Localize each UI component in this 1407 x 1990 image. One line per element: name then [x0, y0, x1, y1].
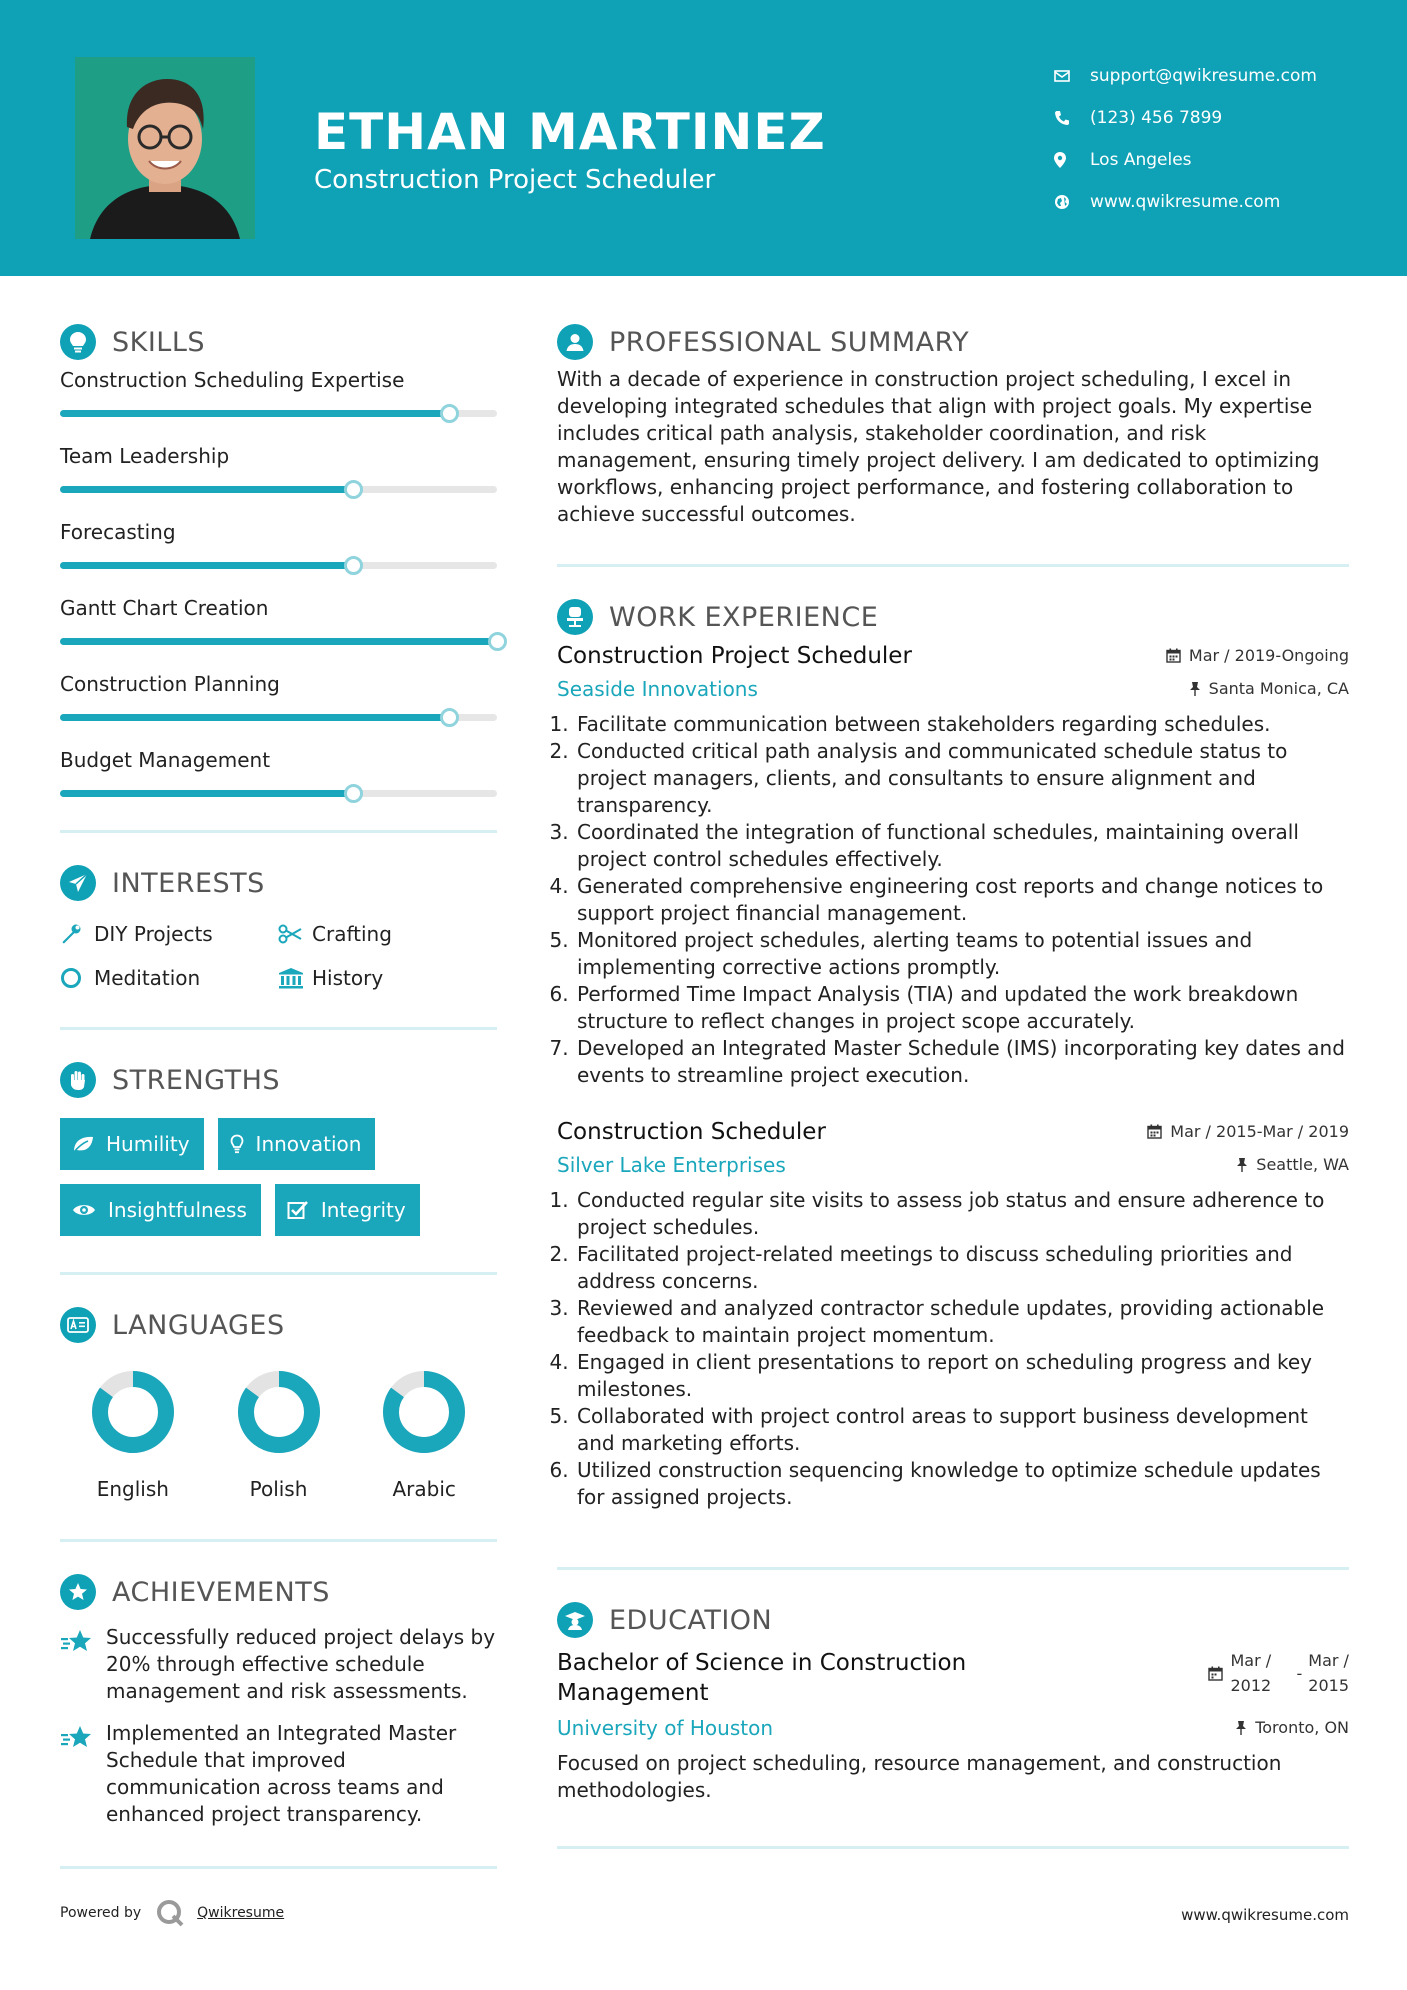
job-location-text: Santa Monica, CA — [1208, 679, 1349, 698]
skill-name: Team Leadership — [60, 444, 230, 468]
language-item — [351, 1369, 497, 1501]
list-item: 3. Reviewed and analyzed contractor schedule updates, providing actionable feedback to maintain project momentum. — [575, 1295, 1349, 1349]
skills-list — [60, 362, 497, 818]
bank-icon — [278, 967, 312, 989]
candidate-name: ETHAN MARTINEZ — [314, 103, 826, 161]
list-item: 4. Engaged in client presentations to report on scheduling progress and key milestones. — [575, 1349, 1349, 1403]
interests-title: INTERESTS — [112, 867, 265, 899]
skill-bar-knob — [344, 480, 363, 499]
achievement-text: Implemented an Integrated Master Schedule that improved communication across teams and enhanced project transparency. — [106, 1721, 457, 1826]
list-item: 5. Monitored project schedules, alerting teams to potential issues and implementing corrective actions promptly. — [575, 927, 1349, 981]
skill-bar-knob — [344, 556, 363, 575]
school-name: University of Houston — [557, 1716, 774, 1740]
education-entry — [557, 1648, 1349, 1708]
map-pin-icon — [1054, 152, 1090, 168]
job-dates-text: Mar / 2015-Mar / 2019 — [1170, 1122, 1349, 1141]
contact-list — [1054, 55, 1317, 223]
language-donut — [236, 1369, 322, 1455]
list-item: 6. Utilized construction sequencing knowledge to optimize schedule updates for assigned projects. — [575, 1457, 1349, 1511]
section-divider — [557, 1567, 1349, 1570]
language-donut — [90, 1369, 176, 1455]
interest-label: History — [312, 966, 384, 990]
list-item: 7. Developed an Integrated Master Schedule (IMS) incorporating key dates and events to streamline project execution. — [575, 1035, 1349, 1089]
end-month: Mar / — [1308, 1651, 1349, 1670]
strength-label: Humility — [106, 1132, 190, 1156]
list-item: 2. Facilitated project-related meetings to discuss scheduling priorities and address concerns. — [575, 1241, 1349, 1295]
education-dates — [1208, 1648, 1350, 1698]
job-dates-text: Mar / 2019-Ongoing — [1188, 646, 1349, 665]
list-item: 5. Collaborated with project control areas to support business development and marketing efforts. — [575, 1403, 1349, 1457]
skill-bar — [60, 410, 497, 417]
school-location — [1235, 1718, 1349, 1737]
start-date — [1231, 1648, 1297, 1698]
experience-heading — [557, 595, 1349, 639]
check-square-icon — [287, 1200, 309, 1220]
skill-bar-fill — [60, 410, 449, 417]
skill-name: Forecasting — [60, 520, 176, 544]
skill-bar — [60, 714, 497, 721]
strengths-title: STRENGTHS — [112, 1064, 281, 1096]
job-entry — [557, 643, 1349, 1089]
company-name: Silver Lake Enterprises — [557, 1153, 786, 1177]
qwikresume-link[interactable]: Qwikresume — [197, 1905, 285, 1921]
skill-bar-knob — [488, 632, 507, 651]
skill-name: Construction Scheduling Expertise — [60, 368, 405, 392]
globe-icon — [1054, 194, 1090, 210]
skill-bar-fill — [60, 486, 353, 493]
responsibilities-list — [575, 711, 1349, 1089]
star-badge-icon — [60, 1574, 96, 1610]
list-item: 4. Generated comprehensive engineering cost reports and change notices to support project financial management. — [575, 873, 1349, 927]
hand-icon — [60, 1062, 96, 1098]
contact-email[interactable] — [1054, 55, 1317, 97]
strength-label: Integrity — [320, 1198, 406, 1222]
interest-item — [60, 963, 278, 993]
language-name: English — [96, 1477, 169, 1501]
pushpin-icon — [1189, 681, 1201, 696]
star-icon — [60, 1720, 106, 1828]
job-location — [1236, 1155, 1349, 1174]
job-dates — [1166, 646, 1349, 665]
strengths-heading — [60, 1058, 497, 1102]
strength-tag — [60, 1118, 204, 1170]
strength-tag — [275, 1184, 420, 1236]
star-icon — [60, 1624, 106, 1705]
strength-label: Insightfulness — [108, 1198, 247, 1222]
skill-bar — [60, 638, 497, 645]
list-item: 1. Facilitate communication between stakeholders regarding schedules. — [575, 711, 1349, 738]
language-item — [206, 1369, 352, 1501]
interest-item — [278, 919, 497, 949]
skill-name: Gantt Chart Creation — [60, 596, 269, 620]
job-title: Construction Scheduler — [557, 1119, 826, 1145]
skill-item — [60, 666, 497, 742]
job-entry — [557, 1119, 1349, 1511]
company-name: Seaside Innovations — [557, 677, 758, 701]
language-name: Polish — [249, 1477, 308, 1501]
profile-photo — [75, 57, 255, 239]
achievements-heading — [60, 1570, 497, 1614]
contact-location — [1054, 139, 1317, 181]
contact-phone[interactable] — [1054, 97, 1317, 139]
skill-bar-fill — [60, 562, 353, 569]
qwikresume-logo-icon — [155, 1898, 185, 1928]
contact-location-text: Los Angeles — [1090, 150, 1192, 170]
strength-tag — [218, 1118, 376, 1170]
language-donut — [381, 1369, 467, 1455]
summary-text: With a decade of experience in construction project scheduling, I excel in developing integrated schedules that align with project goals. My expertise includes critical path analysis, stakeholder coordination, and risk management, ensuring timely project delivery. I am dedicated to optimizing workflows, enhancing project performance, and fostering collaboration to achieve successful outcomes. — [557, 367, 1320, 526]
end-year: 2015 — [1308, 1676, 1349, 1695]
list-item: 1. Conducted regular site visits to assess job status and ensure adherence to project schedules. — [575, 1187, 1349, 1241]
start-month: Mar / — [1230, 1651, 1272, 1670]
language-icon — [60, 1307, 96, 1343]
calendar-icon — [1166, 648, 1181, 663]
interest-label: DIY Projects — [94, 922, 213, 946]
job-location-text: Seattle, WA — [1256, 1155, 1349, 1174]
summary-title: PROFESSIONAL SUMMARY — [609, 326, 970, 358]
achievement-item — [60, 1720, 497, 1828]
contact-phone-text: (123) 456 7899 — [1090, 108, 1223, 128]
section-divider — [557, 564, 1349, 567]
skill-item — [60, 362, 497, 438]
left-column — [60, 320, 497, 1869]
skills-title: SKILLS — [112, 326, 206, 358]
skill-bar-knob — [344, 784, 363, 803]
start-year: 2012 — [1230, 1676, 1272, 1695]
user-icon — [557, 324, 593, 360]
strength-label: Innovation — [255, 1132, 362, 1156]
list-item: 6. Performed Time Impact Analysis (TIA) and updated the work breakdown structure to reflect changes in project scope accurately. — [575, 981, 1349, 1035]
chair-icon — [557, 599, 593, 635]
pushpin-icon — [1236, 1157, 1248, 1172]
calendar-icon — [1208, 1666, 1223, 1681]
skill-name: Construction Planning — [60, 672, 280, 696]
skill-bar — [60, 790, 497, 797]
language-item — [60, 1369, 206, 1501]
skill-bar-fill — [60, 714, 449, 721]
language-name: Arabic — [392, 1477, 456, 1501]
end-date — [1308, 1648, 1349, 1698]
interests-heading — [60, 861, 497, 905]
strength-tag — [60, 1184, 261, 1236]
interest-label: Crafting — [312, 922, 392, 946]
skill-item — [60, 438, 497, 514]
languages-heading — [60, 1303, 497, 1347]
section-divider — [60, 830, 497, 833]
achievement-text: Successfully reduced project delays by 20% through effective schedule management and risk assessments. — [106, 1625, 496, 1703]
lightbulb-icon — [230, 1134, 244, 1154]
contact-website-text: www.qwikresume.com — [1090, 192, 1281, 212]
responsibilities-list — [575, 1187, 1349, 1511]
skill-name: Budget Management — [60, 748, 271, 772]
skill-bar — [60, 562, 497, 569]
date-separator: - — [1296, 1663, 1303, 1683]
job-dates — [1147, 1122, 1349, 1141]
footer-website[interactable]: www.qwikresume.com — [1181, 1906, 1349, 1924]
skill-bar-knob — [440, 404, 459, 423]
job-title: Construction Project Scheduler — [557, 643, 912, 669]
header-banner — [0, 0, 1407, 276]
envelope-icon — [1054, 69, 1090, 83]
interest-label: Meditation — [94, 966, 201, 990]
achievement-item — [60, 1624, 497, 1705]
section-divider — [557, 1846, 1349, 1849]
pushpin-icon — [1235, 1720, 1247, 1735]
leaf-icon — [72, 1135, 94, 1153]
skill-item — [60, 590, 497, 666]
strengths-list — [60, 1118, 497, 1236]
calendar-icon — [1147, 1124, 1162, 1139]
skill-bar-fill — [60, 638, 497, 645]
skill-bar-knob — [440, 708, 459, 727]
section-divider — [60, 1272, 497, 1275]
candidate-title: Construction Project Scheduler — [314, 165, 716, 195]
skills-heading — [60, 320, 497, 364]
job-location — [1189, 679, 1349, 698]
interest-item — [60, 919, 278, 949]
list-item: 3. Coordinated the integration of functional schedules, maintaining overall project control schedules effectively. — [575, 819, 1349, 873]
phone-icon — [1054, 110, 1090, 126]
languages-title: LANGUAGES — [112, 1309, 285, 1341]
interest-item — [278, 963, 497, 993]
degree-line-2: Management — [557, 1680, 709, 1706]
education-description: Focused on project scheduling, resource management, and construction methodologies. — [557, 1751, 1282, 1802]
avatar-illustration — [75, 57, 255, 239]
powered-by-text: Powered by — [60, 1905, 142, 1921]
languages-list — [60, 1369, 497, 1501]
school-location-text: Toronto, ON — [1255, 1718, 1349, 1737]
section-divider — [60, 1027, 497, 1030]
degree-title — [557, 1648, 966, 1708]
wrench-icon — [60, 923, 94, 945]
education-heading — [557, 1598, 1349, 1642]
graduation-cap-icon — [557, 1602, 593, 1638]
contact-email-text: support@qwikresume.com — [1090, 66, 1317, 86]
skill-item — [60, 742, 497, 818]
summary-heading — [557, 320, 1349, 364]
lightbulb-icon — [60, 324, 96, 360]
achievements-title: ACHIEVEMENTS — [112, 1576, 330, 1608]
circle-icon — [60, 967, 94, 989]
contact-website[interactable] — [1054, 181, 1317, 223]
skill-bar-fill — [60, 790, 353, 797]
education-title: EDUCATION — [609, 1604, 773, 1636]
right-column — [557, 320, 1349, 1849]
degree-line-1: Bachelor of Science in Construction — [557, 1650, 967, 1676]
experience-title: WORK EXPERIENCE — [609, 601, 879, 633]
interests-list — [60, 919, 497, 993]
eye-icon — [72, 1202, 96, 1218]
skill-bar — [60, 486, 497, 493]
section-divider — [60, 1866, 497, 1869]
skill-item — [60, 514, 497, 590]
section-divider — [60, 1539, 497, 1542]
paper-plane-icon — [60, 865, 96, 901]
scissors-icon — [278, 924, 312, 944]
footer-powered-by — [60, 1898, 284, 1928]
list-item: 2. Conducted critical path analysis and communicated schedule status to project managers, clients, and consultants to ensure alignment and transparency. — [575, 738, 1349, 819]
